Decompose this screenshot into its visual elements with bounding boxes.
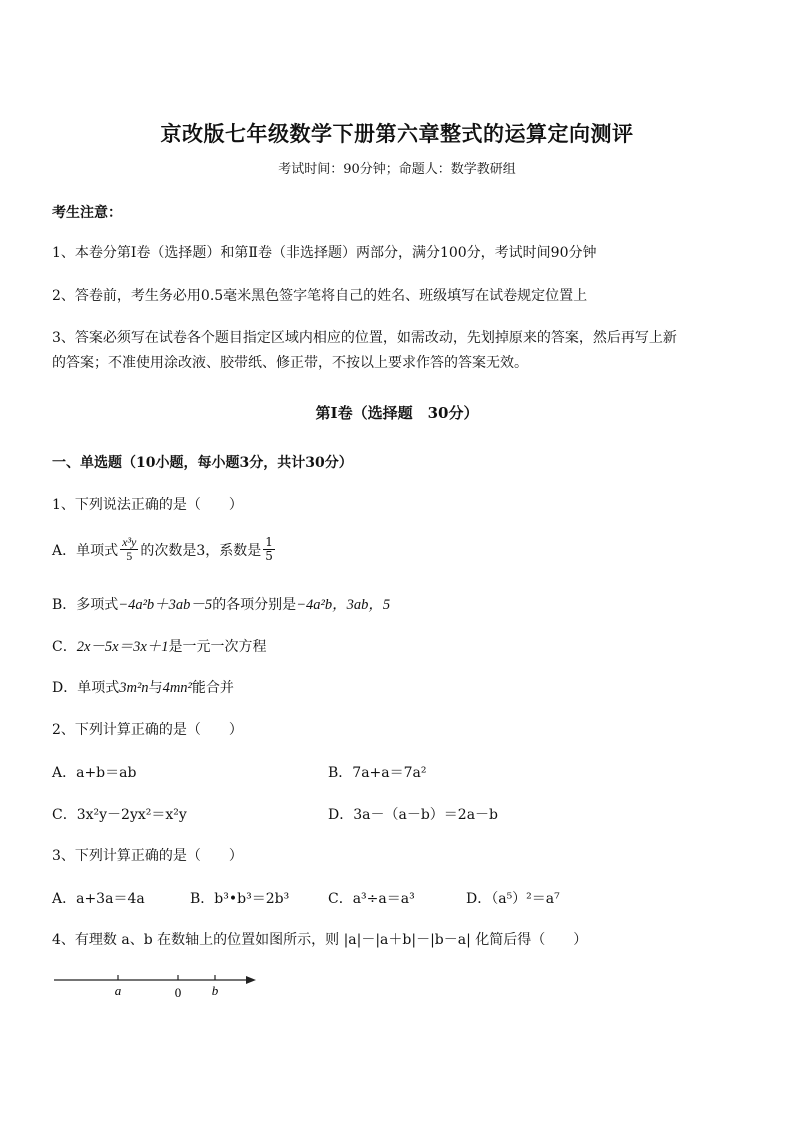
notice-item-3-cont: 的答案；不准使用涂改液、胶带纸、修正带，不按以上要求作答的答案无效。 [52,355,528,371]
label-0: 0 [174,985,182,1000]
q1-a-coef-num: 1 [265,535,273,549]
q3-option-a: A．a+3a＝4a [52,891,145,907]
q1-d-mid: 与 [148,680,163,696]
q2-option-c: C．3x²y－2yx²＝x²y [52,807,187,823]
label-b: b [211,983,219,998]
q1-b-mid: 的各项分别是 [212,597,297,613]
page-title: 京改版七年级数学下册第六章整式的运算定向测评 [160,121,634,146]
q1-b-terms: −4a²b，3ab，5 [296,597,391,613]
q1-a-coef-den: 5 [265,549,273,563]
q1-option-d [52,677,234,697]
q1-c-suffix: 是一元一次方程 [168,639,267,655]
part1-title: 第Ⅰ卷（选择题 30分） [315,404,479,422]
q1-c-prefix: C． [52,639,77,655]
q1-a-denominator: 5 [126,549,133,563]
section-heading: 一、单选题（10小题，每小题3分，共计30分） [52,455,353,471]
q1-stem: 1、下列说法正确的是（ ） [52,497,243,513]
notice-item-3: 3、答案必须写在试卷各个题目指定区域内相应的位置，如需改动，先划掉原来的答案，然后再写上新 [52,330,677,346]
q3-stem: 3、下列计算正确的是（ ） [52,848,243,864]
notice-heading: 考生注意： [52,205,122,221]
q2-stem: 2、下列计算正确的是（ ） [52,722,243,738]
q1-option-c [52,635,267,656]
q2-option-d: D．3a－（a－b）＝2a－b [328,807,499,823]
number-line-figure [50,970,270,1006]
q1-b-prefix: B．多项式 [52,597,119,613]
q1-c-expr: 2x－5x＝3x＋1 [76,639,169,655]
q1-a-coefficient [263,536,275,563]
notice-item-1: 1、本卷分第Ⅰ卷（选择题）和第Ⅱ卷（非选择题）两部分，满分100分，考试时间90分钟 [52,245,597,261]
q3-option-c: C．a³÷a＝a³ [328,891,415,907]
q2-option-a: A．a+b＝ab [52,765,137,781]
exam-info: 考试时间：90分钟；命题人：数学教研组 [278,162,516,177]
number-line-arrow [246,976,256,984]
q1-d-expr1: 3m²n [119,680,149,696]
q1-option-a [52,536,277,563]
q1-option-b [52,593,390,614]
q1-a-numerator: x³y [122,535,137,549]
q1-b-expr: −4a²b＋3ab－5 [118,597,213,613]
notice-item-2: 2、答卷前，考生务必用0.5毫米黑色签字笔将自己的姓名、班级填写在试卷规定位置上 [52,288,588,304]
q1-a-mid: 的次数是3，系数是 [140,542,262,559]
q1-a-fraction [120,536,138,563]
q1-d-prefix: D．单项式 [52,680,120,696]
q1-a-prefix: A．单项式 [52,542,119,559]
q3-option-b: B．b³•b³＝2b³ [190,891,290,907]
q1-d-expr2: 4mn² [162,680,192,696]
q4-stem: 4、有理数 a、b 在数轴上的位置如图所示，则 |a|－|a＋b|－|b－a| 化简后得（ ） [52,932,588,948]
q3-option-d: D．（a⁵）²＝a⁷ [466,891,560,907]
q2-option-b: B．7a+a＝7a² [328,765,427,781]
label-a: a [114,983,122,998]
q1-d-suffix: 能合并 [191,680,234,696]
